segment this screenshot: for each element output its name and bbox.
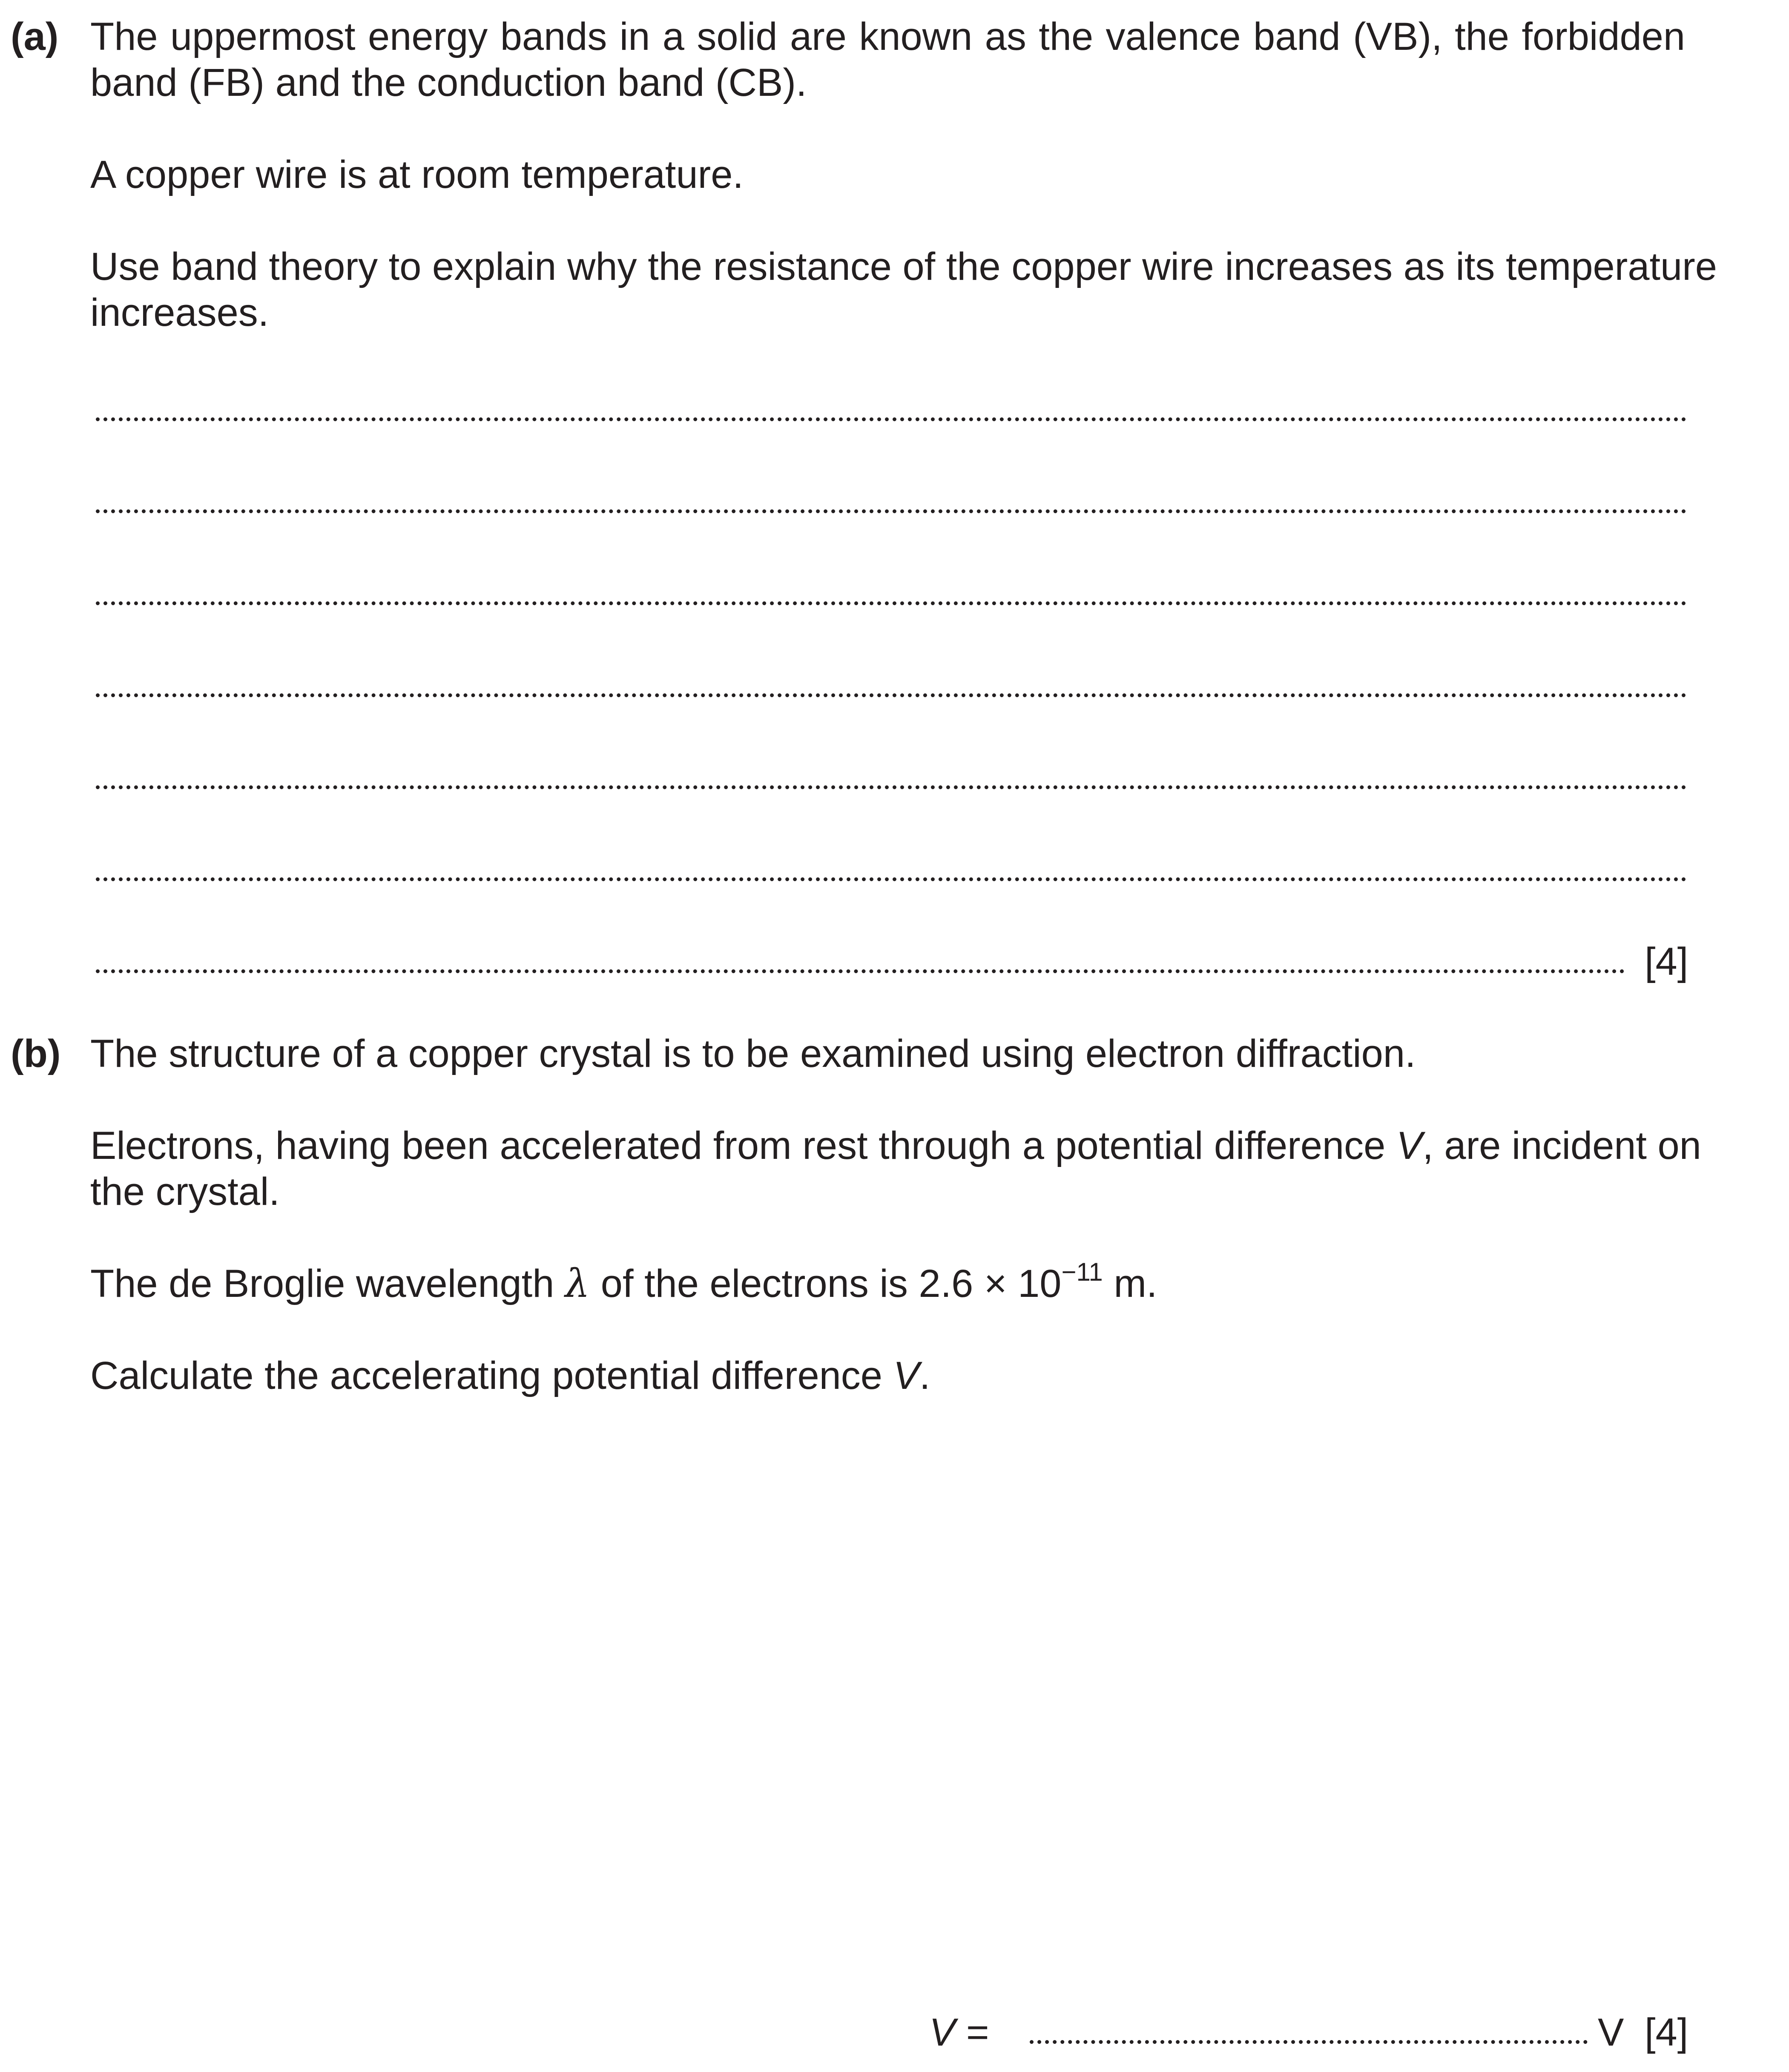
part-b-question: Calculate the accelerating potential difference V. [90, 1354, 930, 1397]
lambda-symbol: λ [565, 1261, 590, 1306]
answer-line-1[interactable] [96, 417, 1686, 421]
part-b-intro: The structure of a copper crystal is to be examined using electron diffraction. [90, 1032, 1416, 1075]
part-a-marks: [4] [1645, 940, 1688, 983]
part-a-question-line-2: increases. [90, 291, 269, 334]
answer-line-4[interactable] [96, 693, 1686, 697]
answer-line-2[interactable] [96, 509, 1686, 513]
answer-v-unit: V [1598, 2011, 1624, 2054]
part-b-label: (b) [11, 1032, 61, 1075]
part-a-intro-line-2: band (FB) and the conduction band (CB). [90, 61, 807, 104]
answer-line-6[interactable] [96, 877, 1686, 881]
answer-line-3[interactable] [96, 601, 1686, 605]
part-a-label: (a) [11, 15, 59, 58]
part-b-sentence-line-1: Electrons, having been accelerated from rest through a potential difference V, are incident on [90, 1124, 1701, 1167]
part-b-sentence-line-2: the crystal. [90, 1170, 280, 1213]
part-a-context: A copper wire is at room temperature. [90, 153, 744, 196]
answer-line-7[interactable] [96, 969, 1625, 973]
part-a-question-line-1: Use band theory to explain why the resistance of the copper wire increases as its temperature [90, 245, 1717, 288]
part-b-wavelength: The de Broglie wavelength λ of the electrons is $2.6 \times 10^{-11}$ m. [90, 1258, 1157, 1306]
part-a-intro-line-1: The uppermost energy bands in a solid are known as the valence band (VB), the forbidden [90, 15, 1685, 58]
answer-v-label: V = [929, 2011, 989, 2054]
part-b-marks: [4] [1645, 2011, 1688, 2054]
answer-v-field[interactable] [1030, 2040, 1588, 2044]
answer-line-5[interactable] [96, 785, 1686, 789]
